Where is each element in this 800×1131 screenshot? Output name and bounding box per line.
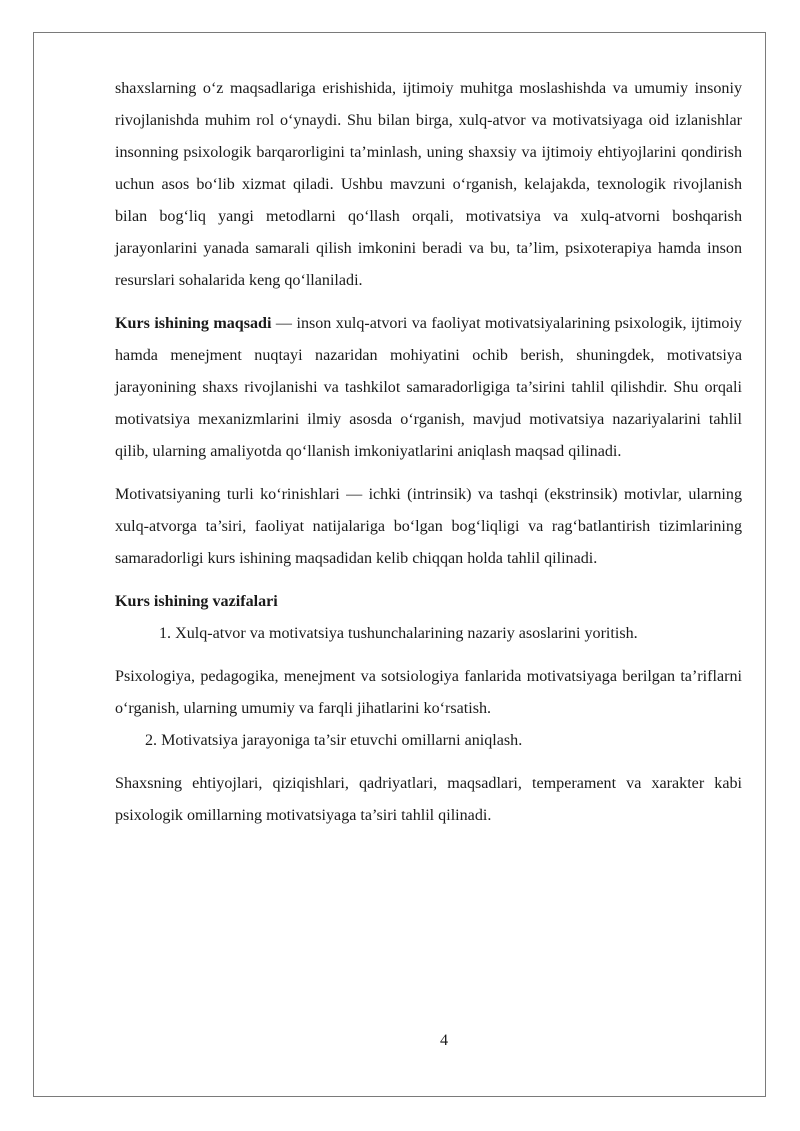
course-goal-text: — inson xulq-atvori va faoliyat motivatsiyalarining psixologik, ijtimoiy hamda menejment nuqtayi nazaridan mohiyatini ochib berish, shuningdek, motivatsiya jarayonining shaxs rivojlanishi va tashkilot samaradorligiga ta’sirini tahlil qilishdir. Shu orqali motivatsiya mexanizmlarini ilmiy asosda o‘rganish, mavjud motivatsiya nazariyalarini tahlil qilib, ularning amaliyotda qo‘llanish imkoniyatlarini aniqlash maqsad qilinadi.: [115, 315, 742, 460]
paragraph-task-2-detail: Shaxsning ehtiyojlari, qiziqishlari, qadriyatlari, maqsadlari, temperament va xarakter kabi psixologik omillarning motivatsiyaga ta’siri tahlil qilinadi.: [115, 775, 742, 824]
paragraph-intro-continuation: shaxslarning o‘z maqsadlariga erishishida, ijtimoiy muhitga moslashishda va umumiy insoniy rivojlanishda muhim rol o‘ynaydi. Shu bilan birga, xulq-atvor va motivatsiyaga oid izlanishlar insonning psixologik barqarorligini ta’minlash, uning shaxsiy va ijtimoiy ehtiyojlarini qondirish uchun asos bo‘lib xizmat qiladi. Ushbu mavzuni o‘rganish, kelajakda, texnologik rivojlanish bilan bog‘liq yangi metodlarni qo‘llash orqali, motivatsiya va xulq-atvorni boshqarish jarayonlarini yanada samarali qilish imkonini beradi va bu, ta’lim, psixoterapiya hamda inson resurslari sohalarida keng qo‘llaniladi.: [115, 80, 742, 289]
paragraph-course-goal: [115, 308, 742, 468]
document-body: [115, 73, 742, 832]
course-goal-lead: Kurs ishining maqsadi: [115, 315, 272, 332]
task-item-1: 1. Xulq-atvor va motivatsiya tushunchalarining nazariy asoslarini yoritish.: [159, 625, 638, 642]
heading-course-tasks: Kurs ishining vazifalari: [115, 593, 278, 610]
page-number: 4: [439, 1032, 449, 1049]
paragraph-task-1-detail: Psixologiya, pedagogika, menejment va sotsiologiya fanlarida motivatsiyaga berilgan ta’riflarni o‘rganish, ularning umumiy va farqli jihatlarini ko‘rsatish.: [115, 668, 742, 717]
paragraph-motivation-forms: Motivatsiyaning turli ko‘rinishlari — ichki (intrinsik) va tashqi (ekstrinsik) motivlar, ularning xulq-atvorga ta’siri, faoliyat natijalariga bo‘lgan bog‘liqligi va rag‘batlantirish tizimlarining samaradorligi kurs ishining maqsadidan kelib chiqqan holda tahlil qilinadi.: [115, 486, 742, 567]
task-item-2: 2. Motivatsiya jarayoniga ta’sir etuvchi omillarni aniqlash.: [145, 732, 523, 749]
